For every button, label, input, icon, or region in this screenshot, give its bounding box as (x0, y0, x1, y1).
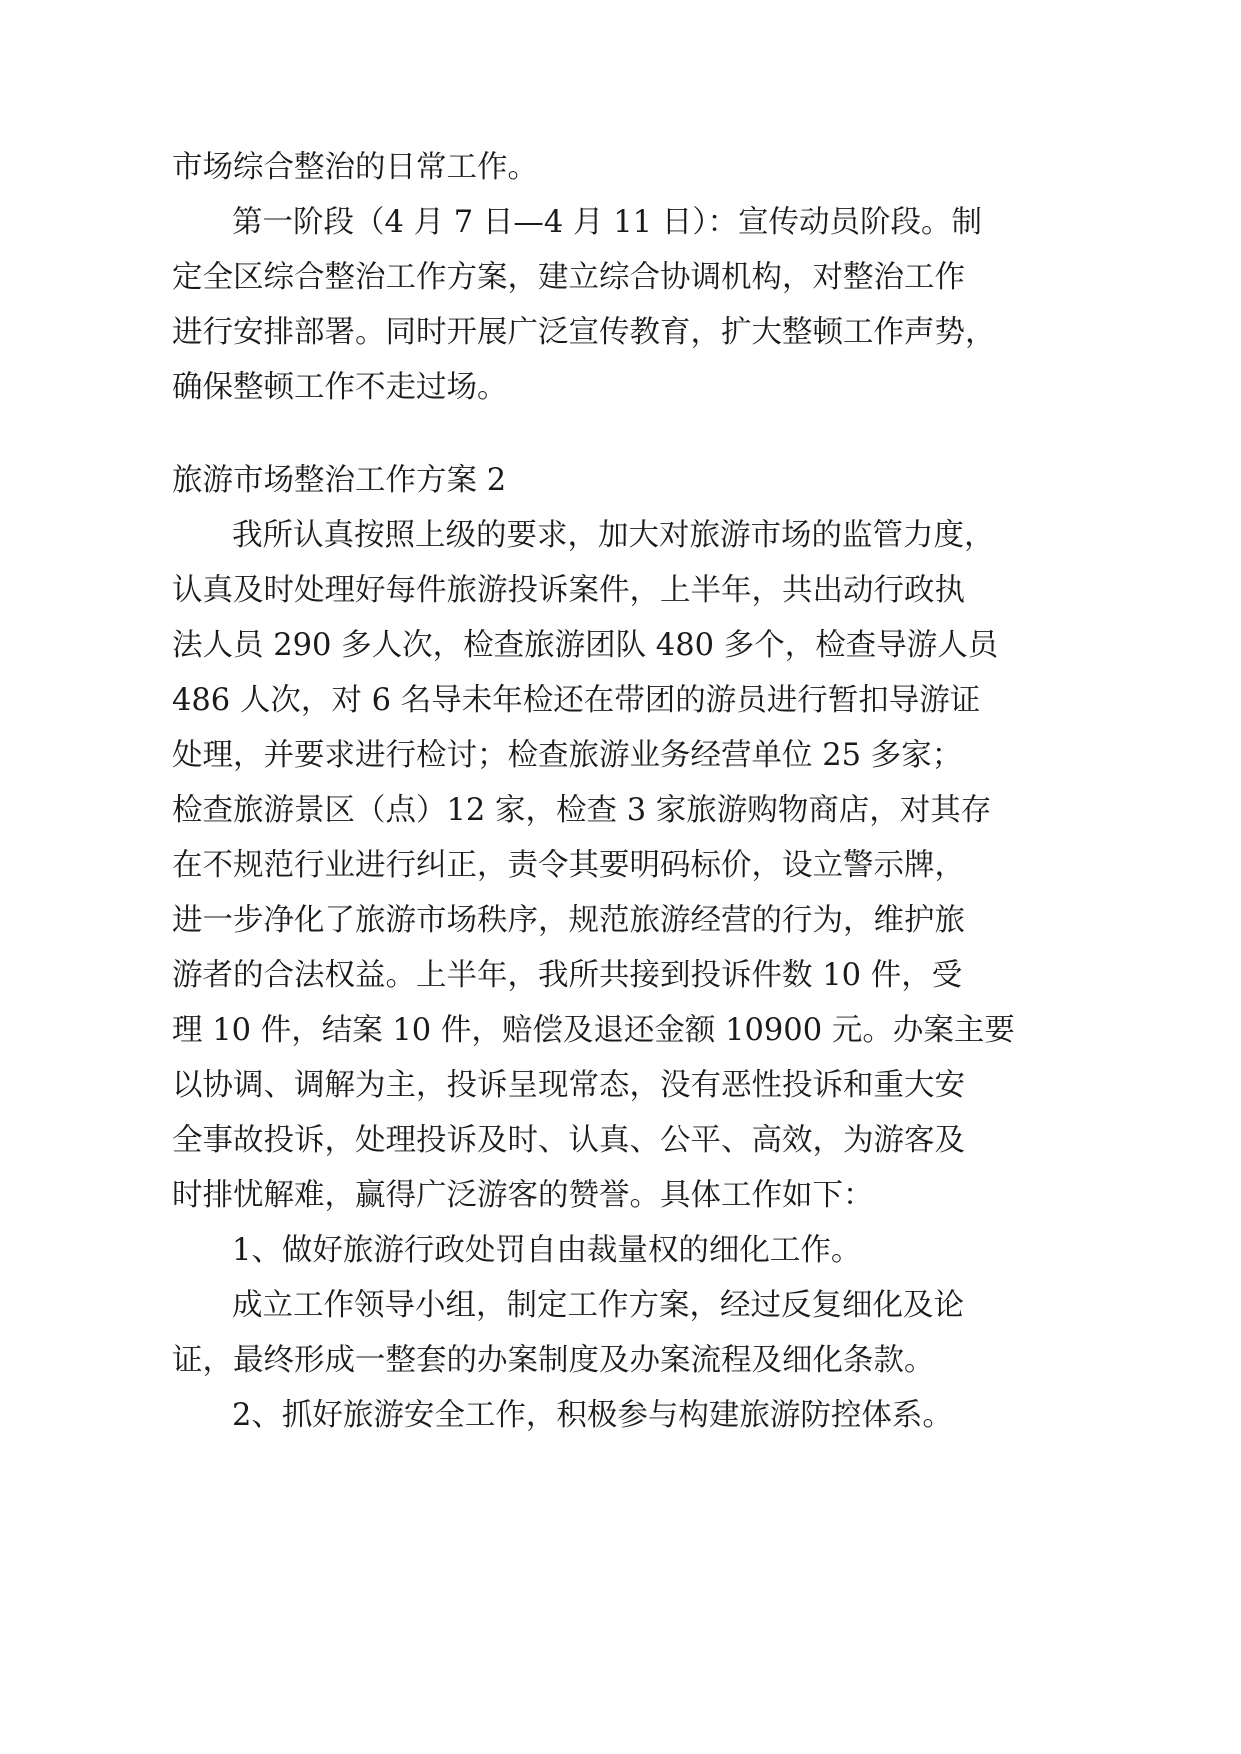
text-line: 理 10 件，结案 10 件，赔偿及退还金额 10900 元。办案主要 (172, 1013, 1015, 1048)
text-line: 以协调、调解为主，投诉呈现常态，没有恶性投诉和重大安 (172, 1068, 965, 1103)
text-line: 全事故投诉，处理投诉及时、认真、公平、高效，为游客及 (172, 1123, 965, 1158)
text-line: 处理，并要求进行检讨；检查旅游业务经营单位 25 多家； (172, 738, 963, 773)
paragraph-stage-one: 第一阶段（4 月 7 日—4 月 11 日）：宣传动员阶段。制 (232, 205, 982, 240)
text-line: 时排忧解难，赢得广泛游客的赞誉。具体工作如下： (172, 1178, 874, 1213)
list-item-1: 1、做好旅游行政处罚自由裁量权的细化工作。 (232, 1233, 862, 1268)
text-line: 检查旅游景区（点）12 家，检查 3 家旅游购物商店，对其存 (172, 793, 992, 828)
text-line: 在不规范行业进行纠正，责令其要明码标价，设立警示牌， (172, 848, 965, 883)
text-line: 确保整顿工作不走过场。 (172, 370, 508, 405)
text-line: 进一步净化了旅游市场秩序，规范旅游经营的行为，维护旅 (172, 903, 965, 938)
paragraph-item-1: 成立工作领导小组，制定工作方案，经过反复细化及论 (232, 1288, 964, 1323)
text-line: 认真及时处理好每件旅游投诉案件，上半年，共出动行政执 (172, 573, 965, 608)
text-line: 法人员 290 多人次，检查旅游团队 480 多个，检查导游人员 (172, 628, 999, 663)
section-heading: 旅游市场整治工作方案 2 (172, 463, 507, 498)
text-line: 进行安排部署。同时开展广泛宣传教育，扩大整顿工作声势， (172, 315, 996, 350)
list-item-2: 2、抓好旅游安全工作，积极参与构建旅游防控体系。 (232, 1398, 953, 1433)
text-line: 游者的合法权益。上半年，我所共接到投诉件数 10 件，受 (172, 958, 963, 993)
text-line: 市场综合整治的日常工作。 (172, 150, 538, 185)
paragraph-intro: 我所认真按照上级的要求，加大对旅游市场的监管力度， (232, 518, 995, 553)
text-line: 定全区综合整治工作方案，建立综合协调机构，对整治工作 (172, 260, 965, 295)
text-line: 486 人次，对 6 名导未年检还在带团的游员进行暂扣导游证 (172, 683, 981, 718)
text-line: 证，最终形成一整套的办案制度及办案流程及细化条款。 (172, 1343, 935, 1378)
